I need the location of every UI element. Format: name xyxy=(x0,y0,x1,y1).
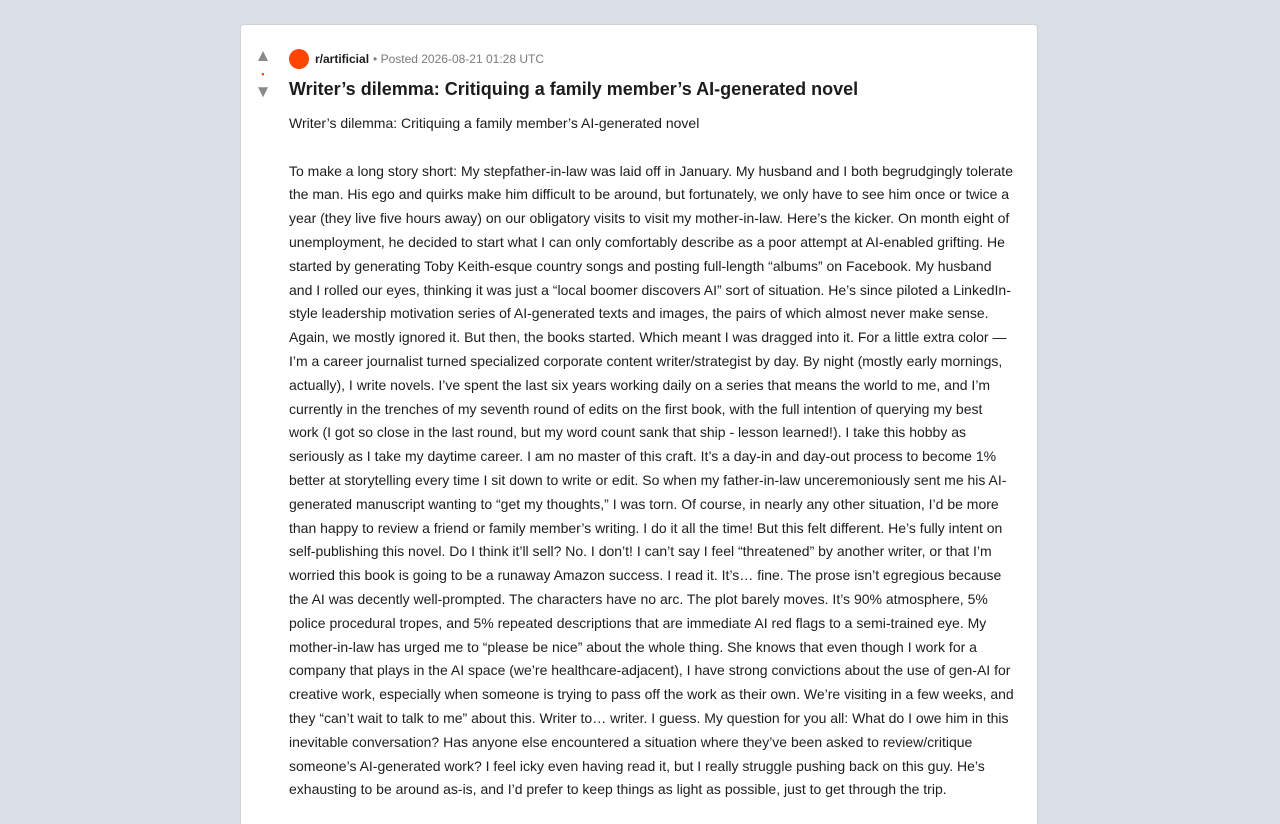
subreddit-link[interactable]: r/artificial xyxy=(315,52,370,66)
vote-score: • xyxy=(261,69,265,79)
post-title[interactable]: Writer’s dilemma: Critiquing a family member’s AI-generated novel xyxy=(289,79,859,99)
upvote-icon[interactable]: ▲ xyxy=(254,46,272,65)
post-meta xyxy=(289,48,1015,70)
post-content xyxy=(289,48,1015,802)
post-body: Writer’s dilemma: Critiquing a family member’s AI-generated novel To make a long story short: My stepfather-in-law was laid off in January. My husband and I both begrudgingly tolerate the man. His ego and quirks make him difficult to be around, but fortunately, we only have to see him once or twice a year (they live five hours away) on our obligatory visits to visit my mother-in-law. Here’s the kicker. On month eight of unemployment, he decided to start what I can only comfortably describe as a poor attempt at AI-enabled grifting. He started by generating Toby Keith-esque country songs and posting full-length “albums” on Facebook. My husband and I rolled our eyes, thinking it was just a “local boomer discovers AI” sort of situation. He’s since piloted a LinkedIn-style leadership motivation series of AI-generated texts and images, the pairs of which almost never make sense. Again, we mostly ignored it. But then, the books started. Which meant I was dragged into it. For a little extra color — I’m a career journalist turned specialized corporate content writer/strategist by day. By night (mostly early mornings, actually), I write novels. I’ve spent the last six years working daily on a series that means the world to me, and I’m currently in the trenches of my seventh round of edits on the first book, with the full intention of querying my best work (I got so close in the last round, but my word count sank that ship - lesson learned!). I take this hobby as seriously as I take my daytime career. I am no master of this craft. It’s a day-in and day-out process to become 1% better at storytelling every time I sit down to write or edit. So when my father-in-law unceremoniously sent me his AI-generated manuscript wanting to “get my thoughts,” I was torn. Of course, in nearly any other situation, I’d be more than happy to review a friend or family member’s writing. I do it all the time! But this felt different. He’s fully intent on self-publishing this novel. Do I think it’ll sell? No. I don’t! I can’t say I feel “threatened” by another writer, or that I’m worried this book is going to be a runaway Amazon success. I read it. It’s… fine. The prose isn’t egregious because the AI was decently well-prompted. The characters have no arc. The plot barely moves. It’s 90% atmosphere, 5% police procedural tropes, and 5% repeated descriptions that are immediate AI red flags to a semi-trained eye. My mother-in-law has urged me to “please be nice” about the whole thing. She knows that even though I work for a company that plays in the AI space (we’re healthcare-adjacent), I have strong convictions about the use of gen-AI for creative work, especially when someone is trying to pass off the work as their own. We’re visiting in a few weeks, and they “can’t wait to talk to me” about this. Writer to… writer. I guess. My question for you all: What do I owe him in this inevitable conversation? Has anyone else encountered a situation where they’ve been asked to review/critique someone’s AI-generated work? I feel icky even having read it, but I really struggle pushing back on this guy. He’s exhausting to be around as-is, and I’d prefer to keep things as light as possible, just to get through the trip. xyxy=(289,115,1014,798)
downvote-icon[interactable]: ▼ xyxy=(254,82,272,101)
post-timestamp: • Posted 2026-08-21 01:28 UTC xyxy=(373,52,545,66)
vote-column xyxy=(241,47,285,101)
post-card xyxy=(240,24,1038,824)
subreddit-avatar-icon[interactable] xyxy=(289,49,309,69)
